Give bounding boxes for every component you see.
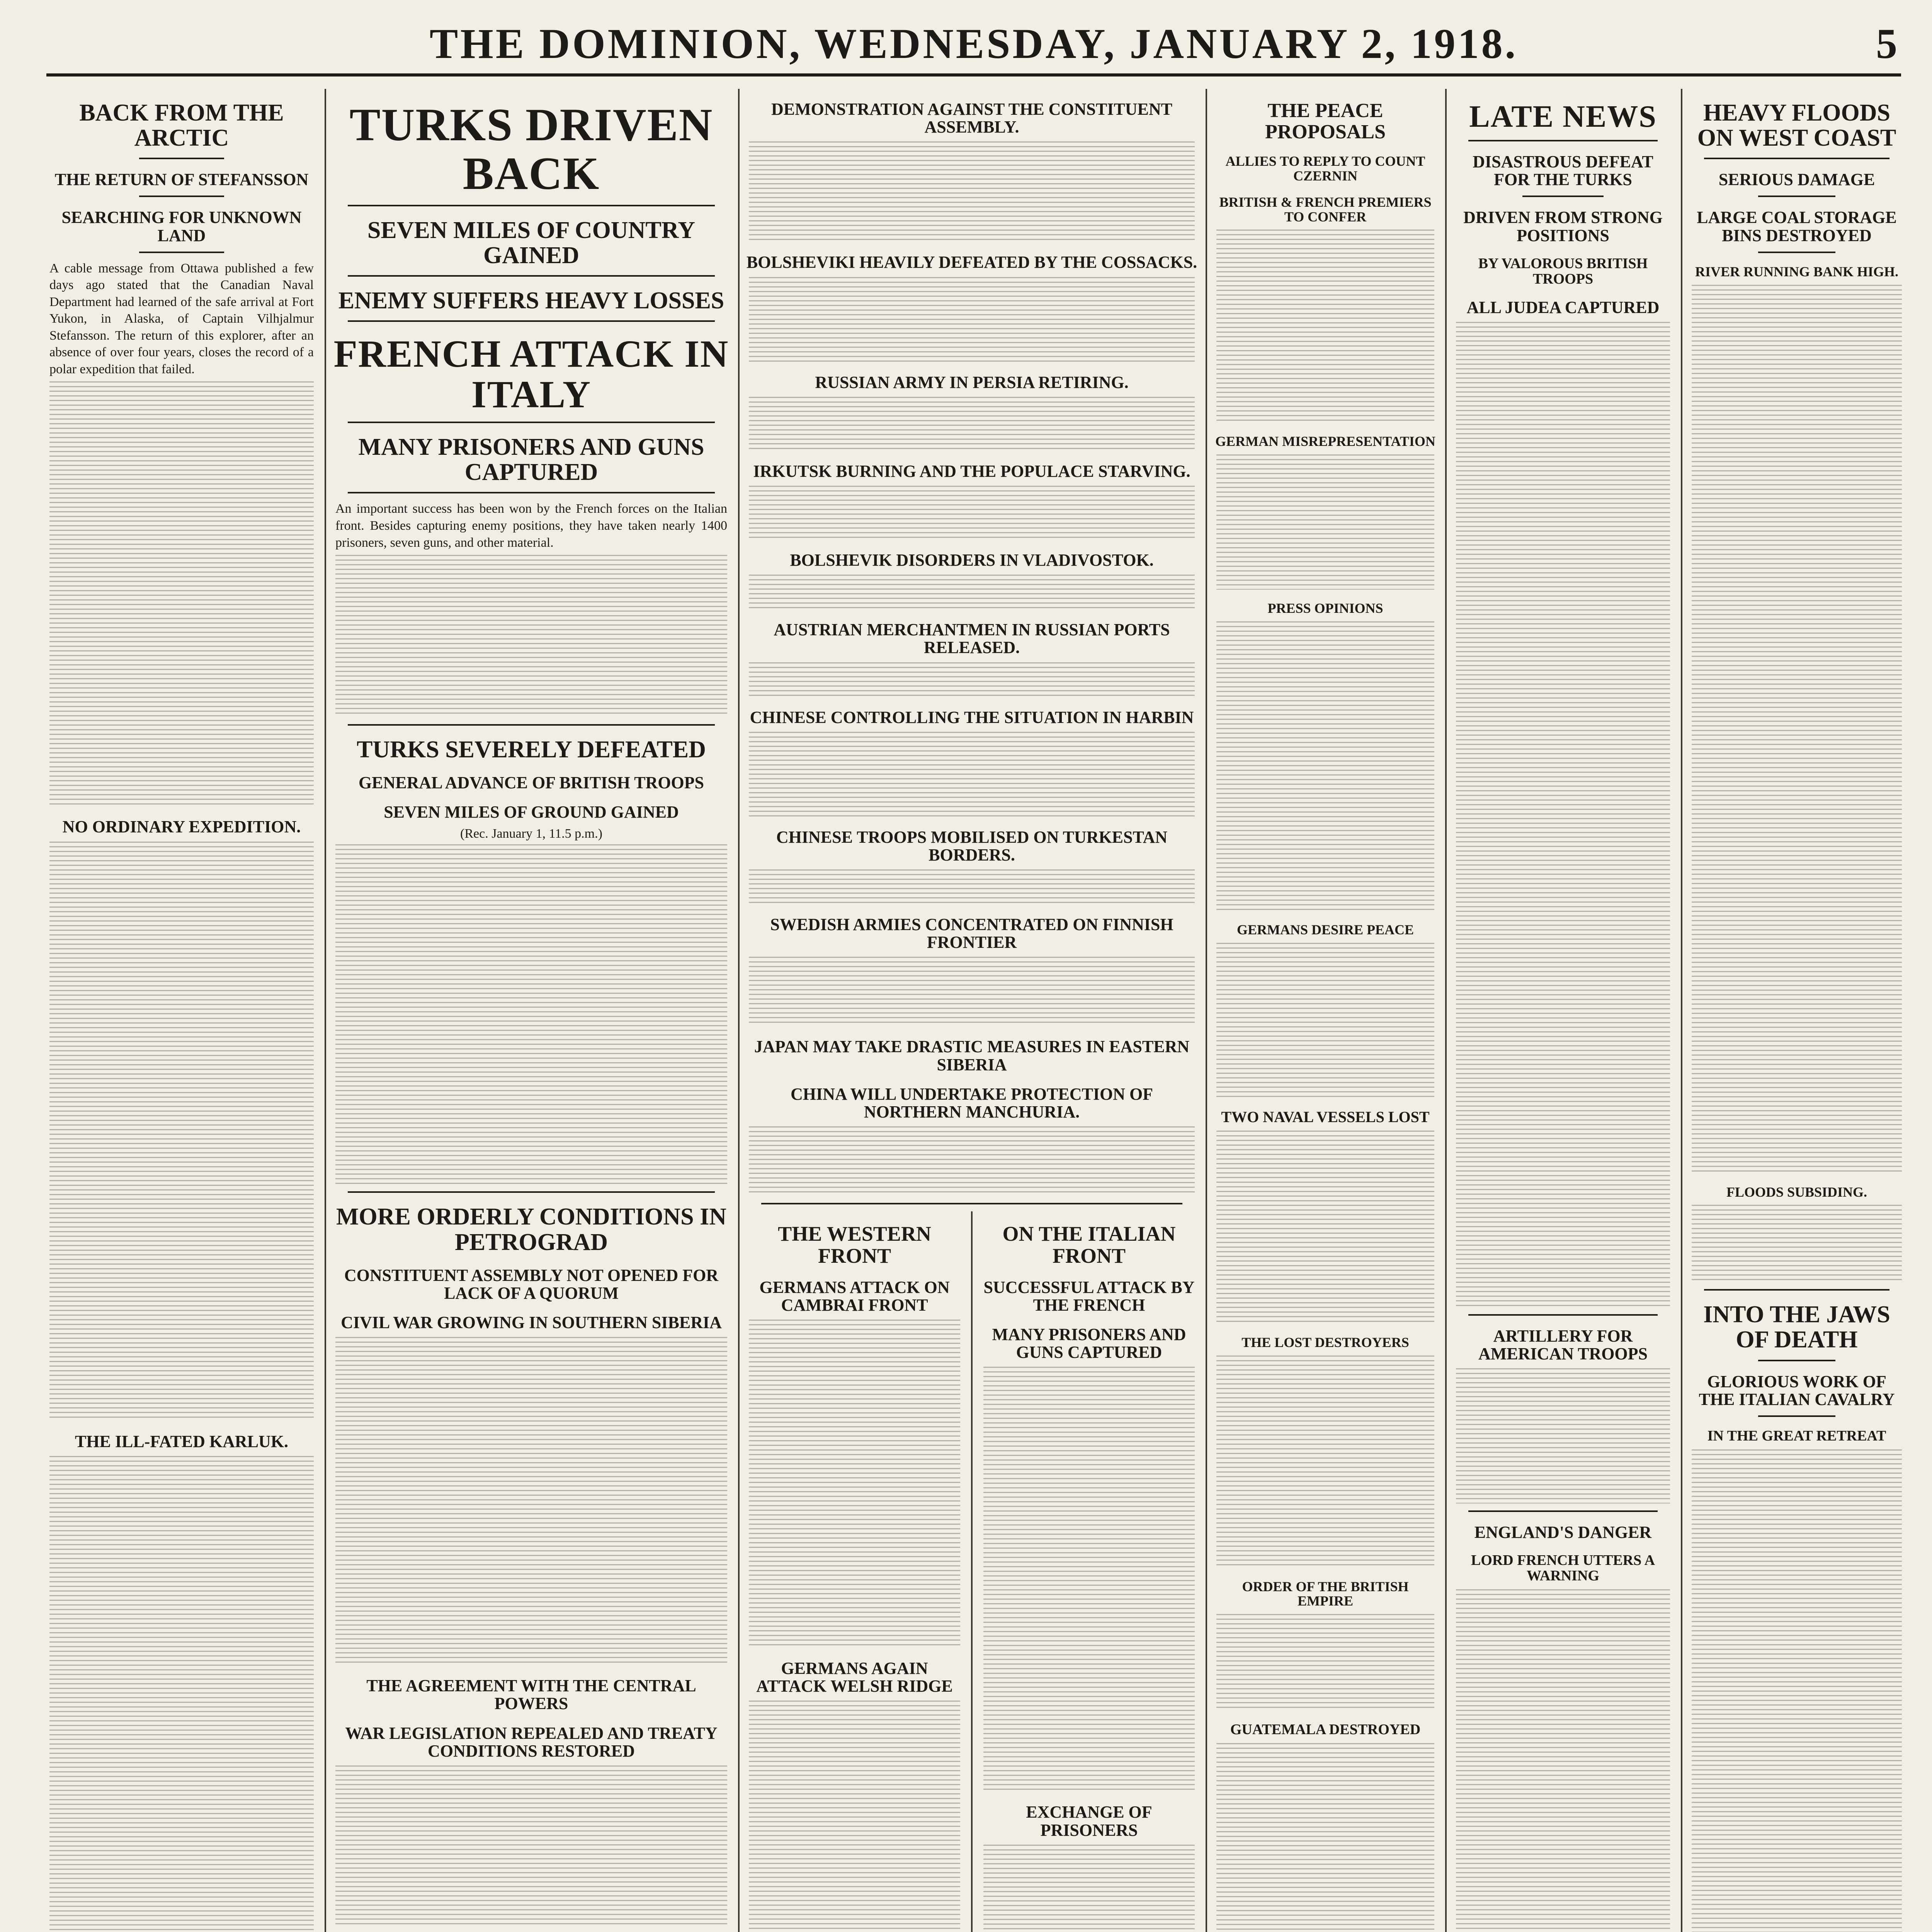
article-text: An important success has been won by the French forces on the Italian front. Besides capturing enemy positions, they have taken nearly 1400 prisoners, seven guns, and other material. bbox=[335, 502, 727, 550]
article-body bbox=[49, 381, 314, 806]
article-body bbox=[335, 1765, 727, 1928]
article-body bbox=[1456, 1368, 1670, 1503]
lead-headline: FRENCH ATTACK IN ITALY bbox=[333, 332, 729, 416]
article-body bbox=[1456, 1589, 1670, 1932]
subheadline: SEVEN MILES OF COUNTRY GAINED bbox=[367, 217, 696, 269]
subheadline: GERMANS ATTACK ON CAMBRAI FRONT bbox=[759, 1277, 950, 1315]
column-2 bbox=[332, 89, 730, 1932]
column-rule bbox=[1206, 89, 1207, 1932]
headline: INTO THE JAWS OF DEATH bbox=[1703, 1301, 1890, 1353]
article-body bbox=[749, 575, 1195, 609]
subheadline: GLORIOUS WORK OF THE ITALIAN CAVALRY bbox=[1699, 1372, 1895, 1409]
divider bbox=[348, 320, 715, 322]
article-body bbox=[749, 1320, 960, 1648]
column-5 bbox=[1453, 89, 1673, 1932]
divider bbox=[761, 1203, 1182, 1204]
western-front-column bbox=[746, 1211, 963, 1932]
divider bbox=[139, 252, 224, 253]
subheadline: ALL JUDEA CAPTURED bbox=[1466, 298, 1660, 317]
divider bbox=[348, 724, 715, 726]
subheadline: EXCHANGE OF PRISONERS bbox=[1026, 1803, 1152, 1840]
headline: TURKS SEVERELY DEFEATED bbox=[357, 736, 706, 763]
headline: MORE ORDERLY CONDITIONS IN PETROGRAD bbox=[336, 1204, 726, 1255]
article-body bbox=[749, 486, 1195, 540]
divider bbox=[1468, 140, 1658, 141]
subheadline: IN THE GREAT RETREAT bbox=[1707, 1427, 1886, 1444]
article-body bbox=[49, 1456, 314, 1932]
article-body bbox=[749, 397, 1195, 451]
article-body bbox=[1456, 322, 1670, 1307]
subheadline: CIVIL WAR GROWING IN SOUTHERN SIBERIA bbox=[341, 1313, 722, 1332]
column-4 bbox=[1213, 89, 1437, 1932]
divider bbox=[1758, 196, 1835, 197]
section-heading: ORDER OF THE BRITISH EMPIRE bbox=[1242, 1578, 1409, 1609]
divider bbox=[1758, 252, 1835, 253]
headline: CHINA WILL UNDERTAKE PROTECTION OF NORTHERN MANCHURIA. bbox=[790, 1084, 1153, 1121]
headline: ON THE ITALIAN FRONT bbox=[1002, 1222, 1176, 1267]
subheadline: DISASTROUS DEFEAT FOR THE TURKS bbox=[1473, 152, 1653, 189]
subheadline: ENEMY SUFFERS HEAVY LOSSES bbox=[338, 287, 724, 314]
headline: CHINESE TROOPS MOBILISED ON TURKESTAN BORDERS. bbox=[776, 827, 1168, 864]
headline: ENGLAND'S DANGER bbox=[1474, 1523, 1652, 1542]
subheadline: SERIOUS DAMAGE bbox=[1718, 170, 1875, 189]
headline: TWO NAVAL VESSELS LOST bbox=[1221, 1108, 1430, 1126]
masthead bbox=[46, 15, 1901, 77]
divider bbox=[1758, 1415, 1835, 1417]
article-body bbox=[1692, 1205, 1902, 1282]
divider bbox=[348, 275, 715, 277]
article-body bbox=[749, 957, 1195, 1026]
divider bbox=[348, 1191, 715, 1193]
subheadline: SUCCESSFUL ATTACK BY THE FRENCH bbox=[983, 1277, 1195, 1315]
subheadline: GERMANS AGAIN ATTACK WELSH RIDGE bbox=[756, 1658, 953, 1696]
masthead-title: THE DOMINION, WEDNESDAY, JANUARY 2, 1918. bbox=[429, 20, 1518, 67]
page-number: 5 bbox=[1876, 20, 1897, 67]
divider bbox=[1468, 1510, 1658, 1512]
article-body bbox=[749, 277, 1195, 362]
divider bbox=[1704, 1289, 1889, 1291]
headline: CHINESE CONTROLLING THE SITUATION IN HARBIN bbox=[750, 707, 1194, 727]
headline: THE PEACE PROPOSALS bbox=[1265, 100, 1386, 143]
subheadline: MANY PRISONERS AND GUNS CAPTURED bbox=[992, 1325, 1186, 1362]
subheadline: BRITISH & FRENCH PREMIERS TO CONFER bbox=[1219, 194, 1432, 224]
headline: ARTILLERY FOR AMERICAN TROOPS bbox=[1478, 1326, 1648, 1363]
column-rule bbox=[1445, 89, 1447, 1932]
divider bbox=[1522, 196, 1604, 197]
article-body bbox=[335, 844, 727, 1184]
subheadline: CONSTITUENT ASSEMBLY NOT OPENED FOR LACK OF A QUORUM bbox=[344, 1265, 719, 1303]
column-rule bbox=[1681, 89, 1682, 1932]
headline: BACK FROM THE ARCTIC bbox=[79, 100, 284, 151]
subheadline: WAR LEGISLATION REPEALED AND TREATY CONDITIONS RESTORED bbox=[345, 1723, 718, 1760]
headline: DEMONSTRATION AGAINST THE CONSTITUENT ASSEMBLY. bbox=[771, 100, 1172, 137]
divider bbox=[139, 196, 224, 197]
article-body bbox=[983, 1845, 1195, 1932]
subheadline: GENERAL ADVANCE OF BRITISH TROOPS bbox=[358, 773, 704, 793]
subheadline: LORD FRENCH UTTERS A WARNING bbox=[1471, 1552, 1655, 1584]
column-6 bbox=[1689, 89, 1905, 1932]
two-column-section bbox=[746, 1211, 1198, 1932]
headline: HEAVY FLOODS ON WEST COAST bbox=[1697, 100, 1896, 151]
divider bbox=[139, 158, 224, 159]
section-heading: GERMANS DESIRE PEACE bbox=[1236, 922, 1414, 937]
subheadline: BY VALOROUS BRITISH TROOPS bbox=[1478, 255, 1648, 287]
section-heading: NO ORDINARY EXPEDITION. bbox=[62, 817, 301, 837]
subheadline: SEVEN MILES OF GROUND GAINED bbox=[384, 803, 679, 822]
column-3 bbox=[746, 89, 1198, 1932]
article-body bbox=[749, 732, 1195, 817]
article-body bbox=[749, 869, 1195, 904]
article-body bbox=[749, 1701, 960, 1932]
headline: AUSTRIAN MERCHANTMEN IN RUSSIAN PORTS RELEASED. bbox=[774, 620, 1170, 657]
dateline: (Rec. January 1, 11.5 p.m.) bbox=[460, 827, 602, 841]
divider bbox=[348, 205, 715, 206]
article-body bbox=[983, 1367, 1195, 1792]
article-body bbox=[1216, 621, 1434, 911]
article-body bbox=[1216, 230, 1434, 423]
italian-front-column bbox=[980, 1211, 1198, 1932]
column-rule bbox=[325, 89, 326, 1932]
headline: THE AGREEMENT WITH THE CENTRAL POWERS bbox=[366, 1676, 696, 1713]
article-body bbox=[335, 555, 727, 717]
article-body bbox=[49, 842, 314, 1421]
section-heading: PRESS OPINIONS bbox=[1267, 600, 1383, 616]
subheadline: RIVER RUNNING BANK HIGH. bbox=[1695, 264, 1899, 279]
column-rule bbox=[971, 1211, 973, 1932]
column-1 bbox=[46, 89, 317, 1932]
article-body bbox=[335, 1337, 727, 1665]
subheadline: SEARCHING FOR UNKNOWN LAND bbox=[61, 208, 302, 245]
column-rule bbox=[738, 89, 740, 1932]
article-body bbox=[1216, 1355, 1434, 1568]
section-heading: THE LOST DESTROYERS bbox=[1242, 1334, 1409, 1350]
headline: RUSSIAN ARMY IN PERSIA RETIRING. bbox=[815, 372, 1129, 392]
article-body bbox=[1216, 454, 1434, 590]
article-body bbox=[1692, 285, 1902, 1173]
lead-headline: TURKS DRIVEN BACK bbox=[349, 99, 713, 199]
section-heading: GERMAN MISREPRESENTATION bbox=[1215, 434, 1435, 449]
section-heading: THE ILL-FATED KARLUK. bbox=[75, 1432, 289, 1451]
headline: THE WESTERN FRONT bbox=[778, 1222, 931, 1267]
divider bbox=[348, 422, 715, 423]
section-heading: FLOODS SUBSIDING. bbox=[1726, 1184, 1867, 1200]
article-body bbox=[749, 662, 1195, 697]
headline: IRKUTSK BURNING AND THE POPULACE STARVING. bbox=[753, 461, 1190, 481]
article-body bbox=[1216, 943, 1434, 1097]
article-body bbox=[749, 141, 1195, 242]
article-body bbox=[749, 1126, 1195, 1196]
article-body bbox=[1216, 1131, 1434, 1324]
article-body bbox=[1216, 1614, 1434, 1711]
subheadline: THE RETURN OF STEFANSSON bbox=[54, 170, 309, 189]
headline: BOLSHEVIK DISORDERS IN VLADIVOSTOK. bbox=[790, 550, 1154, 570]
subheadline: DRIVEN FROM STRONG POSITIONS bbox=[1463, 208, 1663, 245]
divider bbox=[1704, 158, 1889, 159]
article-body bbox=[1692, 1449, 1902, 1932]
divider bbox=[1468, 1314, 1658, 1316]
article-body bbox=[1216, 1743, 1434, 1932]
subheadline: ALLIES TO REPLY TO COUNT CZERNIN bbox=[1225, 153, 1425, 184]
article-text: A cable message from Ottawa published a few days ago stated that the Canadian Naval Department had learned of the safe arrival at Fort Yukon, in Alaska, of Captain Vilhjalmur Stefansson. The return of this explorer, after an absence of over four years, closes the record of a polar expedition that failed. bbox=[49, 261, 314, 376]
divider bbox=[348, 492, 715, 493]
headline: SWEDISH ARMIES CONCENTRATED ON FINNISH FRONTIER bbox=[770, 915, 1173, 952]
headline: JAPAN MAY TAKE DRASTIC MEASURES IN EASTERN SIBERIA bbox=[754, 1037, 1190, 1074]
divider bbox=[1758, 1360, 1835, 1361]
subheadline: LARGE COAL STORAGE BINS DESTROYED bbox=[1697, 208, 1897, 245]
headline: BOLSHEVIKI HEAVILY DEFEATED BY THE COSSACKS. bbox=[746, 253, 1197, 272]
headline: LATE NEWS bbox=[1469, 100, 1657, 134]
subheadline: MANY PRISONERS AND GUNS CAPTURED bbox=[358, 434, 704, 486]
headline: GUATEMALA DESTROYED bbox=[1230, 1721, 1421, 1738]
